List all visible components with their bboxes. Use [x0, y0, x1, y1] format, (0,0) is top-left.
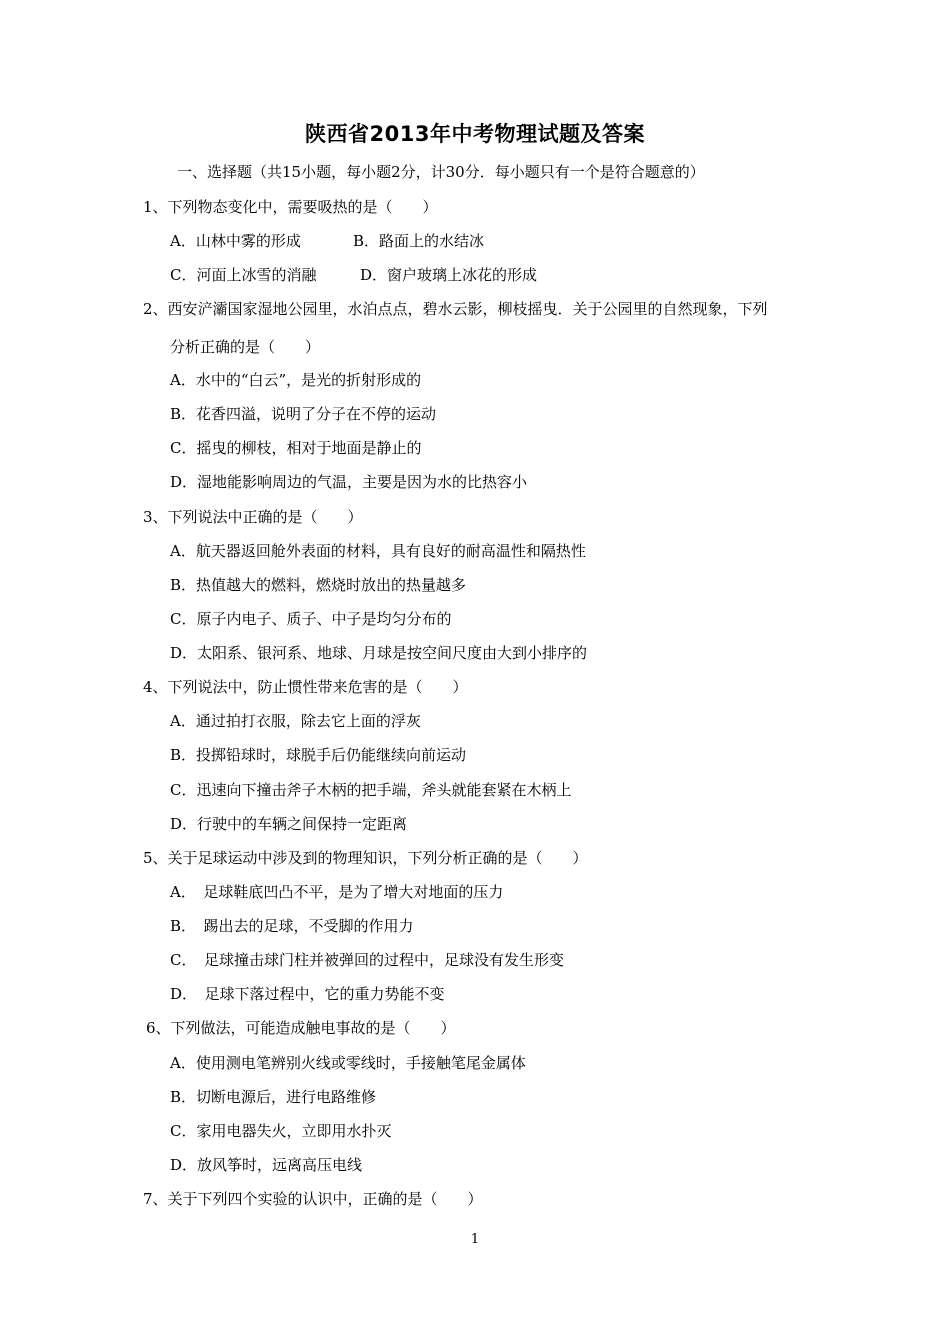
question-3-stem: 3、下列说法中正确的是（ ） [143, 508, 363, 526]
question-5-stem: 5、关于足球运动中涉及到的物理知识，下列分析正确的是（ ） [143, 849, 588, 867]
question-5-option-d: D． 足球下落过程中，它的重力势能不变 [170, 985, 445, 1003]
question-1-stem: 1、下列物态变化中，需要吸热的是（ ） [143, 198, 438, 216]
section-heading: 一、选择题（共15小题，每小题2分，计30分．每小题只有一个是符合题意的） [177, 163, 705, 181]
question-4-option-c: C．迅速向下撞击斧子木柄的把手端，斧头就能套紧在木柄上 [170, 781, 572, 799]
question-2-stem: 2、西安浐灞国家湿地公园里，水泊点点，碧水云影，柳枝摇曳．关于公园里的自然现象，下列 [143, 300, 768, 318]
question-4-stem: 4、下列说法中，防止惯性带来危害的是（ ） [143, 678, 468, 696]
question-3-option-b: B．热值越大的燃料，燃烧时放出的热量越多 [170, 576, 467, 594]
question-1-option-b: B．路面上的水结冰 [353, 232, 485, 250]
question-6-option-d: D．放风筝时，远离高压电线 [170, 1156, 363, 1174]
question-1-options-row-1 [170, 231, 484, 251]
question-5-option-c: C． 足球撞击球门柱并被弹回的过程中，足球没有发生形变 [170, 951, 564, 969]
question-6-option-b: B．切断电源后，进行电路维修 [170, 1088, 377, 1106]
question-1-options-row-2 [170, 265, 537, 285]
question-5-option-b: B． 踢出去的足球，不受脚的作用力 [170, 917, 414, 935]
question-4-option-b: B．投掷铅球时，球脱手后仍能继续向前运动 [170, 746, 467, 764]
question-3-option-c: C．原子内电子、质子、中子是均匀分布的 [170, 610, 452, 628]
question-7-stem: 7、关于下列四个实验的认识中，正确的是（ ） [143, 1190, 483, 1208]
question-1-option-d: D．窗户玻璃上冰花的形成 [360, 266, 538, 284]
question-2-option-b: B．花香四溢，说明了分子在不停的运动 [170, 405, 437, 423]
question-6-option-c: C．家用电器失火，立即用水扑灭 [170, 1122, 392, 1140]
question-1-option-c: C．河面上冰雪的消融 [170, 266, 317, 284]
question-2-option-d: D．湿地能影响周边的气温，主要是因为水的比热容小 [170, 473, 528, 491]
question-4-option-d: D．行驶中的车辆之间保持一定距离 [170, 815, 408, 833]
document-title: 陕西省2013年中考物理试题及答案 [305, 122, 645, 146]
question-6-stem: 6、下列做法，可能造成触电事故的是（ ） [146, 1019, 456, 1037]
question-2-option-c: C．摇曳的柳枝，相对于地面是静止的 [170, 439, 422, 457]
question-3-option-d: D．太阳系、银河系、地球、月球是按空间尺度由大到小排序的 [170, 644, 588, 662]
page-number: 1 [470, 1232, 480, 1247]
question-2-stem-continued: 分析正确的是（ ） [170, 338, 321, 356]
question-3-option-a: A．航天器返回舱外表面的材料，具有良好的耐高温性和隔热性 [170, 542, 586, 560]
question-2-option-a: A．水中的“白云”，是光的折射形成的 [170, 371, 422, 389]
question-5-option-a: A． 足球鞋底凹凸不平，是为了增大对地面的压力 [170, 883, 504, 901]
question-6-option-a: A．使用测电笔辨别火线或零线时，手接触笔尾金属体 [170, 1054, 526, 1072]
question-1-option-a: A．山林中雾的形成 [170, 232, 301, 250]
question-4-option-a: A．通过拍打衣服，除去它上面的浮灰 [170, 712, 421, 730]
